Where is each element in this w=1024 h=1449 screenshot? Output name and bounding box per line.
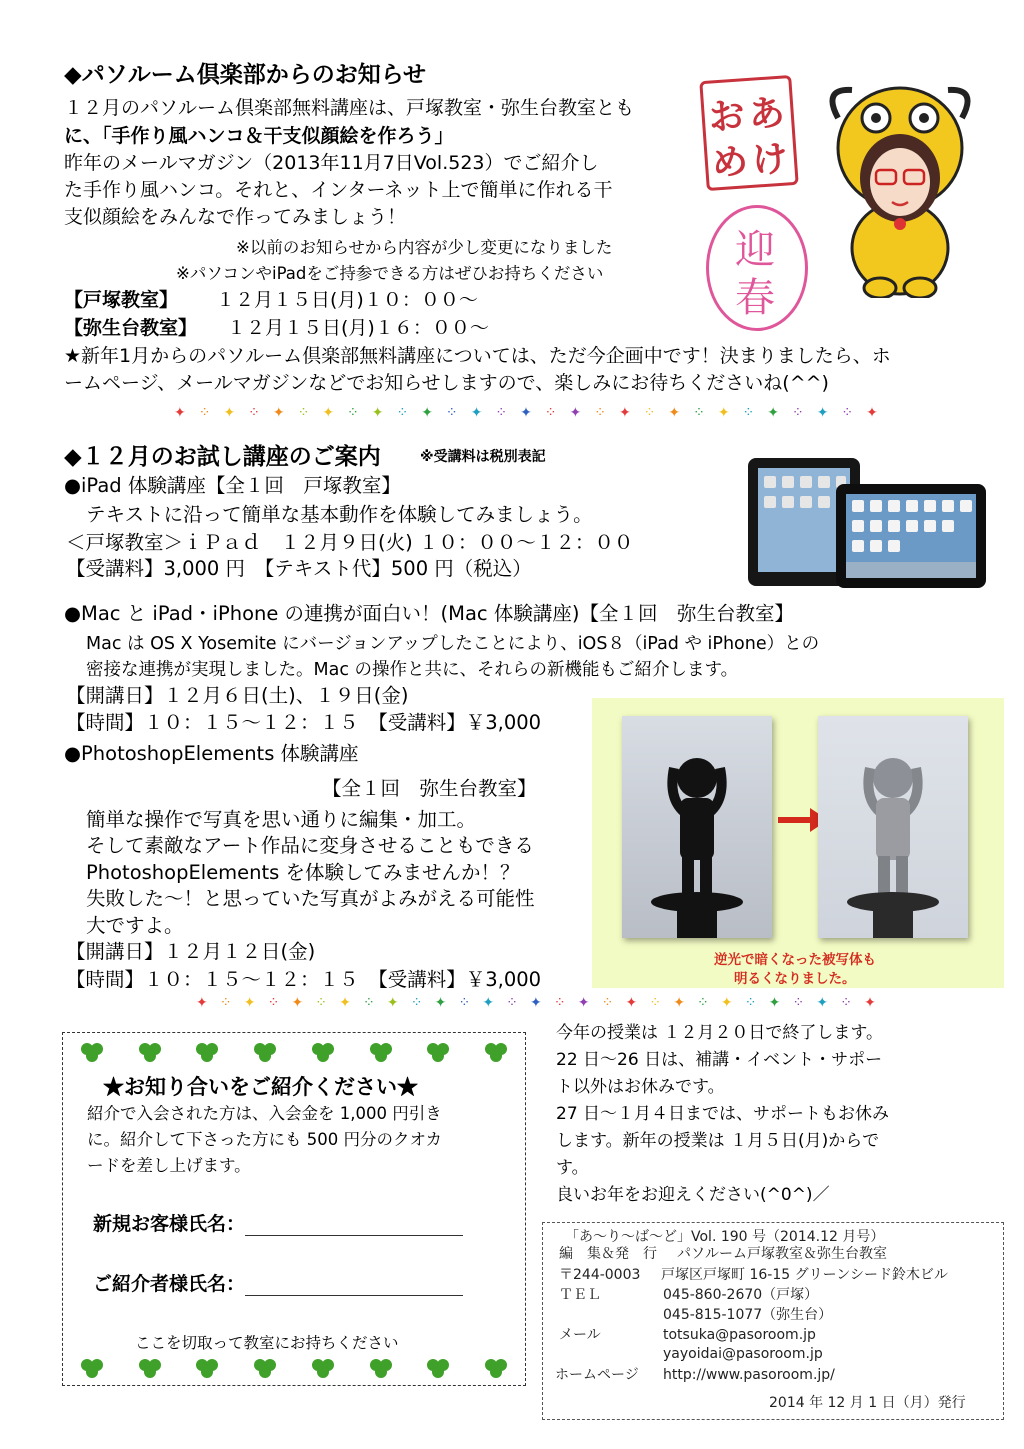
email-link[interactable]: totsuka@pasoroom.jp <box>663 1327 816 1343</box>
stamp-char: め <box>710 141 750 185</box>
photoshop-course-line: そして素敵なアート作品に変身させることもできる <box>86 834 534 857</box>
homepage-link[interactable]: http://www.pasoroom.jp/ <box>663 1367 835 1383</box>
clover-icon <box>251 1041 279 1063</box>
referral-title: ★お知り合いをご紹介ください★ <box>103 1074 418 1099</box>
ipad-course-heading: ●iPad 体験講座【全１回 戸塚教室】 <box>64 474 401 497</box>
stamp-char: 春 <box>735 275 775 321</box>
gashun-stamp <box>706 205 808 331</box>
referral-line: ードを差し上げます。 <box>87 1156 251 1175</box>
notice-closing: ームページ、メールマガジンなどでお知らせしますので、楽しみにお待ちくださいね(^^) <box>64 372 829 394</box>
clover-border-bottom <box>63 1357 525 1379</box>
stamp-char: お <box>707 95 747 139</box>
notice-line: た手作り風ハンコ。それと、インターネット上で簡単に作れる干 <box>64 179 613 201</box>
referral-line: 紹介で入会された方は、入会金を 1,000 円引き <box>87 1104 442 1123</box>
photoshop-course-heading: ●PhotoshopElements 体験講座 <box>64 742 359 765</box>
clover-icon <box>251 1357 279 1379</box>
photo-caption: 明るくなりました。 <box>734 971 856 987</box>
field-label: ご紹介者様氏名： <box>93 1273 246 1295</box>
notice-note: ※以前のお知らせから内容が少し変更になりました <box>236 238 613 257</box>
referrer-name-field[interactable] <box>93 1269 463 1296</box>
name-underline[interactable] <box>245 1217 463 1236</box>
notice-title: ◆パソルーム倶楽部からのお知らせ <box>64 62 426 88</box>
clover-icon <box>136 1357 164 1379</box>
schedule-place: 【戸塚教室】 <box>64 289 179 311</box>
photo-caption: 逆光で暗くなった被写体も <box>714 952 876 968</box>
schedule-time: １２月１５日(月)１６：００～ <box>227 317 489 339</box>
info-value: 045-815-1077（弥生台） <box>663 1307 833 1323</box>
photoshop-course-line: 大ですよ。 <box>86 914 184 937</box>
photoshop-course-line: 簡単な操作で写真を思い通りに編集・加工。 <box>86 808 477 831</box>
schedule-yayoidai <box>64 316 489 340</box>
info-label: 編 集＆発 行 <box>559 1246 657 1262</box>
clover-icon <box>193 1041 221 1063</box>
holiday-line: 22 日～26 日は、補講・イベント・サポー <box>556 1050 883 1070</box>
holiday-line: す。 <box>556 1158 589 1178</box>
notice-line-highlight: に、「手作り風ハンコ＆干支似顔絵を作ろう」 <box>64 125 454 147</box>
after-photo <box>818 716 968 938</box>
stamp-char: あ <box>747 92 787 136</box>
stamp-char: 迎 <box>735 227 775 273</box>
cut-here-note: ここを切取って教室にお持ちください <box>135 1334 399 1352</box>
mac-course-heading: ●Mac と iPad・iPhone の連携が面白い！(Mac 体験講座)【全１回 弥生台教室】 <box>64 602 794 625</box>
photoshop-course-date: 【開講日】１２月１２日(金) <box>66 940 316 963</box>
info-label: ホームページ <box>555 1367 639 1383</box>
tax-note: ※受講料は税別表記 <box>420 449 546 465</box>
ipad-course-desc: テキストに沿って簡単な基本動作を体験してみましょう。 <box>86 503 593 526</box>
clover-icon <box>424 1357 452 1379</box>
info-value: 戸塚区戸塚町 16-15 グリーンシード鈴木ビル <box>661 1267 948 1283</box>
clover-icon <box>78 1041 106 1063</box>
ipad-product-image <box>744 454 994 594</box>
clover-icon <box>482 1041 510 1063</box>
sparkle-divider: ✦ ⁘ ✦ ⁘ ✦ ⁘ ✦ ⁘ ✦ ⁘ ✦ ⁘ ✦ ⁘ ✦ ⁘ ✦ ⁘ ✦ ⁘ ✦ ⁘ ✦ ⁘ ✦ ⁘ ✦ ⁘ ✦ <box>196 995 876 1011</box>
notice-line: 支似顔絵をみんなで作ってみましょう！ <box>64 206 407 228</box>
info-label: 〒244-0003 <box>559 1267 641 1283</box>
holiday-notice <box>556 1020 889 1209</box>
clover-icon <box>309 1041 337 1063</box>
holiday-line: します。新年の授業は １月５日(月)からで <box>556 1131 880 1151</box>
photoshop-course-time: 【時間】１０：１５～１２：１５ 【受講料】￥3,000 <box>66 968 542 991</box>
schedule-time: １２月１５日(月)１０：００～ <box>216 289 478 311</box>
clover-icon <box>309 1357 337 1379</box>
mac-course-line: Mac は OS X Yosemite にバージョンアップしたことにより、iOS８（iPad や iPhone）との <box>86 634 820 654</box>
clover-border-top <box>63 1041 525 1063</box>
field-label: 新規お客様氏名： <box>93 1213 246 1235</box>
issue-line: 「あ～り～ば～ど」Vol. 190 号（2014.12 月号） <box>565 1229 885 1245</box>
sparkle-divider: ✦ ⁘ ✦ ⁘ ✦ ⁘ ✦ ⁘ ✦ ⁘ ✦ ⁘ ✦ ⁘ ✦ ⁘ ✦ ⁘ ✦ ⁘ ✦ ⁘ ✦ ⁘ ✦ ⁘ ✦ ⁘ ✦ <box>174 405 878 421</box>
clover-icon <box>482 1357 510 1379</box>
notice-line: 昨年のメールマガジン（2013年11月7日Vol.523）でご紹介し <box>64 152 599 174</box>
referral-coupon[interactable] <box>62 1032 526 1386</box>
photoshop-course-line: 失敗した～！と思っていた写真がよみがえる可能性 <box>86 887 535 910</box>
ipad-course-fee: 【受講料】3,000 円 【テキスト代】500 円（税込） <box>66 557 532 580</box>
before-photo <box>622 716 772 938</box>
photoshop-course-sub: 【全１回 弥生台教室】 <box>322 777 537 800</box>
info-value: パソルーム戸塚教室＆弥生台教室 <box>677 1246 887 1262</box>
name-underline[interactable] <box>245 1277 463 1296</box>
mac-course-time: 【時間】１０：１５～１２：１５ 【受講料】￥3,000 <box>66 711 542 734</box>
publisher-info-box <box>542 1222 1004 1420</box>
holiday-line: 良いお年をお迎えください(^0^)／ <box>556 1185 830 1205</box>
schedule-totsuka <box>64 288 478 312</box>
photoshop-course-line: PhotoshopElements を体験してみませんか！？ <box>86 861 520 884</box>
schedule-place: 【弥生台教室】 <box>64 317 198 339</box>
info-label: ＴＥＬ <box>559 1287 601 1303</box>
email-link[interactable]: yayoidai@pasoroom.jp <box>663 1346 823 1362</box>
stamp-char: け <box>750 138 790 182</box>
clover-icon <box>367 1041 395 1063</box>
info-label: メール <box>559 1327 601 1343</box>
clover-icon <box>78 1357 106 1379</box>
akeome-stamp <box>699 75 798 191</box>
notice-closing: ★新年1月からのパソルーム倶楽部無料講座については、ただ今企画中です！決まりましたら、ホ <box>64 345 891 367</box>
clover-icon <box>136 1041 164 1063</box>
info-value: 045-860-2670（戸塚） <box>663 1287 819 1303</box>
clover-icon <box>367 1357 395 1379</box>
clover-icon <box>193 1357 221 1379</box>
clover-icon <box>424 1041 452 1063</box>
mac-course-line: 密接な連携が実現しました。Mac の操作と共に、それらの新機能もご紹介します。 <box>86 660 739 680</box>
new-customer-name-field[interactable] <box>93 1209 463 1236</box>
trial-courses-title: ◆１２月のお試し講座のご案内 <box>64 444 381 470</box>
sheep-costume-character-illustration <box>820 78 980 298</box>
ipad-course-date: ＜戸塚教室＞ｉＰａｄ １２月９日(火) １０：００～１２：００ <box>66 531 634 554</box>
referral-line: に。紹介して下さった方にも 500 円分のクオカ <box>87 1130 442 1149</box>
mac-course-date: 【開講日】１２月６日(土)、１９日(金) <box>66 684 409 707</box>
notice-note: ※パソコンやiPadをご持参できる方はぜひお持ちください <box>176 264 604 283</box>
issue-date: 2014 年 12 月 1 日（月）発行 <box>769 1395 966 1411</box>
notice-line: １２月のパソルーム倶楽部無料講座は、戸塚教室・弥生台教室とも <box>64 97 635 119</box>
holiday-line: 今年の授業は １２月２０日で終了します。 <box>556 1023 884 1043</box>
holiday-line: 27 日～１月４日までは、サポートもお休み <box>556 1104 890 1124</box>
holiday-line: ト以外はお休みです。 <box>556 1077 725 1097</box>
photo-comparison-panel <box>592 698 1004 988</box>
